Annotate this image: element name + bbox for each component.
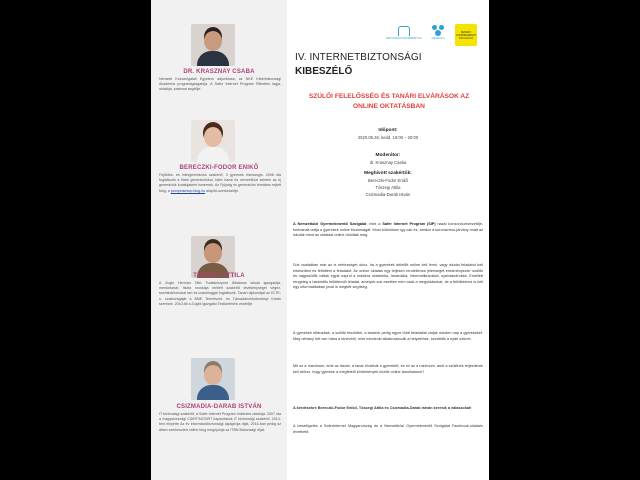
event-title-line2: KIBESZÉLŐ xyxy=(295,66,353,77)
body-paragraph: A gyerekek elfáradtak, a szülők feszültek, a tanárok pedig egyre több feladattal várják minden nap a gyerekeket. Még néhány hét van hátra a tanévből, mire mindenki alkalmazkodik a helyzethez, kezdődik a nyári szünet. xyxy=(293,331,483,341)
time-label: Időpont: xyxy=(378,128,398,133)
event-title-line1: IV. INTERNETBIZTONSÁGI xyxy=(295,52,422,63)
body-paragraph: Sok családban már az is nehézséget okoz, ha a gyerekek délelőtt online kell lenni, vagy iskolai feladatot kell elkészíteni és feltölteni a feladatot. Az online oktatás egy teljesen rendellenes jelenségét eredményezte: szülők és nagyszülők váltak egyik napról a másikra oktatókká, tanárokká, informatikusokká, nyelvtanárokká. Emellett rengeteg a határidős feltöltendő feladat, amelyek sok esetben nem csak a megoldásokat, de a feltöltéshez is kell egy informatikában jóval is megtett segítség. xyxy=(293,263,483,290)
broadcast-paragraph: A beszélgetés a SaferInternet Magyarország és a Nemzetközi Gyermekmentő Szolgálat Facebook-oldalain lévethető. xyxy=(293,424,483,434)
speaker-photo-krasznay xyxy=(191,24,235,66)
speaker-name: DR. KRASZNAY CSABA xyxy=(183,69,255,75)
partner-logos xyxy=(387,24,477,46)
speaker-name: CSIZMADIA-DARAB ISTVÁN xyxy=(176,404,262,410)
intro-paragraph: A Nemzetközi Gyermekmentő Szolgálat, mint a Safer Internet Program (SIP) hazai konzorciumvezetője, fontosnak tartja a gyerekek online biztonságát. Most különösen így van ez, amikor a koronavírus-járvány miatt az iskolák mind az oktatást online oldották meg. xyxy=(293,222,483,238)
moderator-value: dr. Krasznay Csaba xyxy=(369,160,407,165)
speaker-bio-end: alapító-szerkesztője. xyxy=(206,188,240,193)
event-flyer xyxy=(151,0,489,480)
gyermekmento-logo: NEMZETI GYERMEKMENTŐ SZOLGÁLAT xyxy=(455,24,477,46)
answer-paragraph: A kérdésekre Bereczki-Fodor Enikő, Tószegi Attila és Csizmadia-Darab István keresik a válaszokat! xyxy=(293,406,472,410)
biztonsagosinternet-logo: BIZTONSÁGOSINTERNET.HU xyxy=(387,26,421,44)
event-subtitle: SZÜLŐI FELELŐSSÉG ÉS TANÁRI ELVÁRÁSOK AZ ONLINE OKTATÁSBAN xyxy=(308,93,470,110)
speaker-name: BERECZKI-FODOR ENIKŐ xyxy=(179,165,259,171)
guest-name: Bereczki-Fodor Enikő xyxy=(367,178,409,183)
speaker-bio: IT biztonsági szakértő, a Safer Internet Program önkéntes oktatója. 2007 óta a magyarországi CSIRT/NCSIRT kapacitások IT biztonsági szakértő. 2014-ben elnyerte Az év információbiztonsági újságírója díjat, 2016-ban pedig az állam szerkesztett online blog megújulója az ITBN Biztonsági díját. xyxy=(159,412,281,432)
digitalis-logo: digitalis.hu xyxy=(425,25,451,45)
moderator-label: Moderátor: xyxy=(375,153,401,158)
speaker-photo-toszegi xyxy=(191,236,235,278)
speaker-name: TÓSZEGI ATTILA xyxy=(193,273,245,279)
time-value: 2020.05.26. kedd, 19:00 – 20:00 xyxy=(357,135,419,140)
speaker-bio xyxy=(159,173,281,194)
speaker-blog-link[interactable]: pompeismtop.blog.hu xyxy=(170,188,206,193)
question-paragraph: Mit az a maximum, amit az iskola, a tanár elvárhat a gyerektől, és mi az a minimum, amit a szülőnek teljesítenie kell ahhoz, hogy gyereke a megfelelő körülmények között online tanulhasson? xyxy=(293,364,483,374)
event-main xyxy=(287,0,489,480)
guest-name: Tószegi Attila xyxy=(375,185,401,190)
guest-name: Csizmadia-Darab István xyxy=(365,192,411,197)
speaker-photo-csizmadia xyxy=(191,358,235,400)
speaker-photo-bereczki xyxy=(191,120,235,162)
speaker-bio: A Zugló Herman Ottó Tudásközpont Általános iskola igazgatója, mentortanár, tiszta munkája mellett szakértő tevékenységet végez, szemináriumokat tart és coachinggal foglalkozik. Tanári diplomáját az ELTE-n, szakvizsgáját a BME Természet- és Társadalomtudományi Karán szerezte. 2010-től a Zuglói igazgatói Testületének vezetője. xyxy=(159,281,281,306)
speakers-sidebar xyxy=(151,0,287,480)
guests-label: Meghívott szakértők: xyxy=(364,171,412,176)
speaker-bio-text: Fejlődés- és intergenerációs szakértő, 3 gyermek édesanyja. 2006 óta foglalkozik a fiatal generációkkal, kiket hazai és nemzetközi szinten az új generációk kutatójaként ismernek. Az Fjújság és generációs témában rejtett blog, a xyxy=(159,173,281,193)
speaker-bio: Nemzeti Közszolgálati Egyetem adjunktusa, az NKE Kiberbiztonsági Akadémia programigazgatója. A Safer Internet Program Étikettes tagja, oktatója, szakmai segítője. xyxy=(159,77,281,92)
